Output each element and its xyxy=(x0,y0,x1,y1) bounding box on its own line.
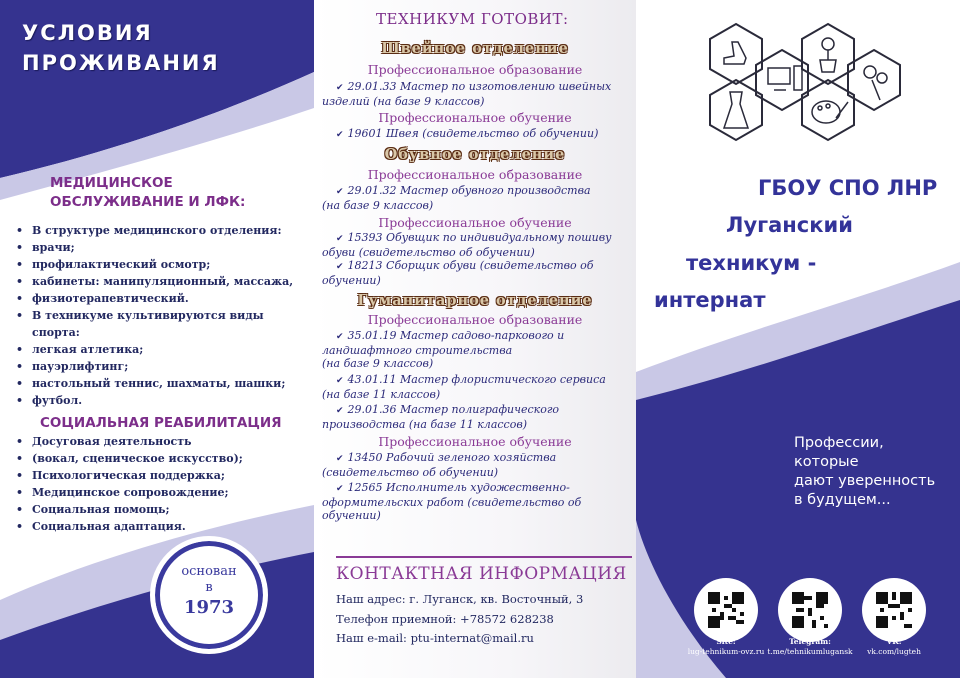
check-icon: ✔ xyxy=(336,332,344,342)
list-item: ✔ 18213 Сборщик обуви (свидетельство об обучении) xyxy=(322,259,594,287)
contact-divider xyxy=(336,556,632,558)
list-item: • Досуговая деятельность xyxy=(14,433,243,450)
list-item: • пауэрлифтинг; xyxy=(14,358,314,375)
check-icon: ✔ xyxy=(336,376,344,386)
qr-label-telegram: Telegram: t.me/tehnikumlugansk xyxy=(767,637,853,656)
list-item: • футбол. xyxy=(14,392,314,409)
org-line-3: техникум - xyxy=(686,251,817,275)
medical-heading: МЕДИЦИНСКОЕ ОБСЛУЖИВАНИЕ И ЛФК: xyxy=(50,175,246,210)
org-line-4: интернат xyxy=(654,288,766,312)
list-item: • В техникуме культивируются виды спорта: xyxy=(14,307,314,341)
check-icon: ✔ xyxy=(336,484,344,494)
founded-year: 1973 xyxy=(183,597,235,618)
list-item: ✔ 12565 Исполнитель художественно- оформительских работ (свидетельство об обучении) xyxy=(322,481,582,522)
list-item: • Психологическая поддержка; xyxy=(14,467,243,484)
qr-code-icon xyxy=(708,592,744,628)
qr-code-vk[interactable] xyxy=(862,578,926,642)
computer-icon xyxy=(768,66,802,90)
list-item: • (вокал, сценическое искусство); xyxy=(14,450,243,467)
qr-label-site: Site: lug-tehnikum-ovz.ru xyxy=(687,637,765,656)
human-prof-edu: Профессиональное образование xyxy=(367,312,583,327)
list-item: ✔ 13450 Рабочий зеленого хозяйства (свидетельство об обучении) xyxy=(322,451,557,479)
contact-address: Наш адрес: г. Луганск, кв. Восточный, 3 xyxy=(336,592,584,606)
qr-code-icon xyxy=(876,592,912,628)
slogan: Профессии, которые дают уверенность в будущем... xyxy=(794,435,936,508)
technikum-prepares-title: ТЕХНИКУМ ГОТОВИТ: xyxy=(376,10,569,28)
list-item: ✔ 15393 Обувщик по индивидуальному пошиву обуви (свидетельство об обучении) xyxy=(322,231,612,259)
list-item: • настольный теннис, шахматы, шашки; xyxy=(14,375,314,392)
org-line-2: Луганский xyxy=(726,213,853,237)
qr-label-vk: VK: vk.com/lugteh xyxy=(867,637,921,656)
list-item: • физиотерапевтический. xyxy=(14,290,314,307)
list-item: • В структуре медицинского отделения: xyxy=(14,222,314,239)
middle-panel xyxy=(314,0,636,678)
dept-shoe: Обувное отделение xyxy=(384,146,566,163)
check-icon: ✔ xyxy=(336,262,344,272)
check-icon: ✔ xyxy=(336,83,344,93)
check-icon: ✔ xyxy=(336,406,344,416)
right-panel xyxy=(636,0,960,678)
dept-sewing: Швейное отделение xyxy=(381,40,569,57)
shoe-prof-edu: Профессиональное образование xyxy=(367,167,583,182)
shoe-prof-train: Профессиональное обучение xyxy=(378,215,572,230)
list-item: ✔ 29.01.36 Мастер полиграфического производства (на базе 11 классов) xyxy=(322,403,560,431)
list-item: ✔ 35.01.19 Мастер садово-паркового и ландшафтного строительства (на базе 9 классов) xyxy=(322,329,565,370)
founded-badge: основан в 1973 xyxy=(160,546,258,644)
list-item: • Социальная помощь; xyxy=(14,501,243,518)
dept-humanitarian: Гуманитарное отделение xyxy=(357,292,593,309)
contact-phone: Телефон приемной: +78572 628238 xyxy=(336,612,554,626)
check-icon: ✔ xyxy=(336,187,344,197)
list-item: • Медицинское сопровождение; xyxy=(14,484,243,501)
medical-list xyxy=(14,222,314,409)
left-panel xyxy=(0,0,314,678)
check-icon: ✔ xyxy=(336,454,344,464)
dress-icon xyxy=(724,92,748,128)
shoe-icon xyxy=(724,42,746,64)
social-heading: СОЦИАЛЬНАЯ РЕАБИЛИТАЦИЯ xyxy=(40,415,282,431)
list-item: ✔ 29.01.33 Мастер по изготовлению швейных изделий (на базе 9 классов) xyxy=(322,80,612,108)
list-item: • кабинеты: манипуляционный, массажа, xyxy=(14,273,314,290)
sewing-prof-edu: Профессиональное образование xyxy=(367,62,583,77)
list-item: • профилактический осмотр; xyxy=(14,256,314,273)
check-icon: ✔ xyxy=(336,234,344,244)
human-prof-train: Профессиональное обучение xyxy=(378,434,572,449)
contact-email[interactable]: Наш e-mail: ptu-internat@mail.ru xyxy=(336,631,534,645)
palette-icon xyxy=(812,101,848,123)
qr-code-icon xyxy=(792,592,828,628)
org-line-1: ГБОУ СПО ЛНР xyxy=(758,176,938,200)
qr-code-site[interactable] xyxy=(694,578,758,642)
list-item: ✔ 19601 Швея (свидетельство об обучении) xyxy=(336,127,599,140)
living-conditions-title: УСЛОВИЯ ПРОЖИВАНИЯ xyxy=(22,21,220,75)
list-item: • легкая атлетика; xyxy=(14,341,314,358)
contact-title: КОНТАКТНАЯ ИНФОРМАЦИЯ xyxy=(336,564,627,584)
social-list xyxy=(14,433,243,535)
bouquet-icon xyxy=(864,66,887,100)
hexagon-icons xyxy=(696,20,926,160)
check-icon: ✔ xyxy=(336,130,344,140)
qr-code-telegram[interactable] xyxy=(778,578,842,642)
flower-pot-icon xyxy=(820,38,836,72)
sewing-prof-train: Профессиональное обучение xyxy=(378,110,572,125)
list-item: ✔ 29.01.32 Мастер обувного производства (на базе 9 классов) xyxy=(322,184,591,212)
list-item: • Социальная адаптация. xyxy=(14,518,243,535)
list-item: ✔ 43.01.11 Мастер флористического сервиса (на базе 11 классов) xyxy=(322,373,606,401)
list-item: • врачи; xyxy=(14,239,314,256)
